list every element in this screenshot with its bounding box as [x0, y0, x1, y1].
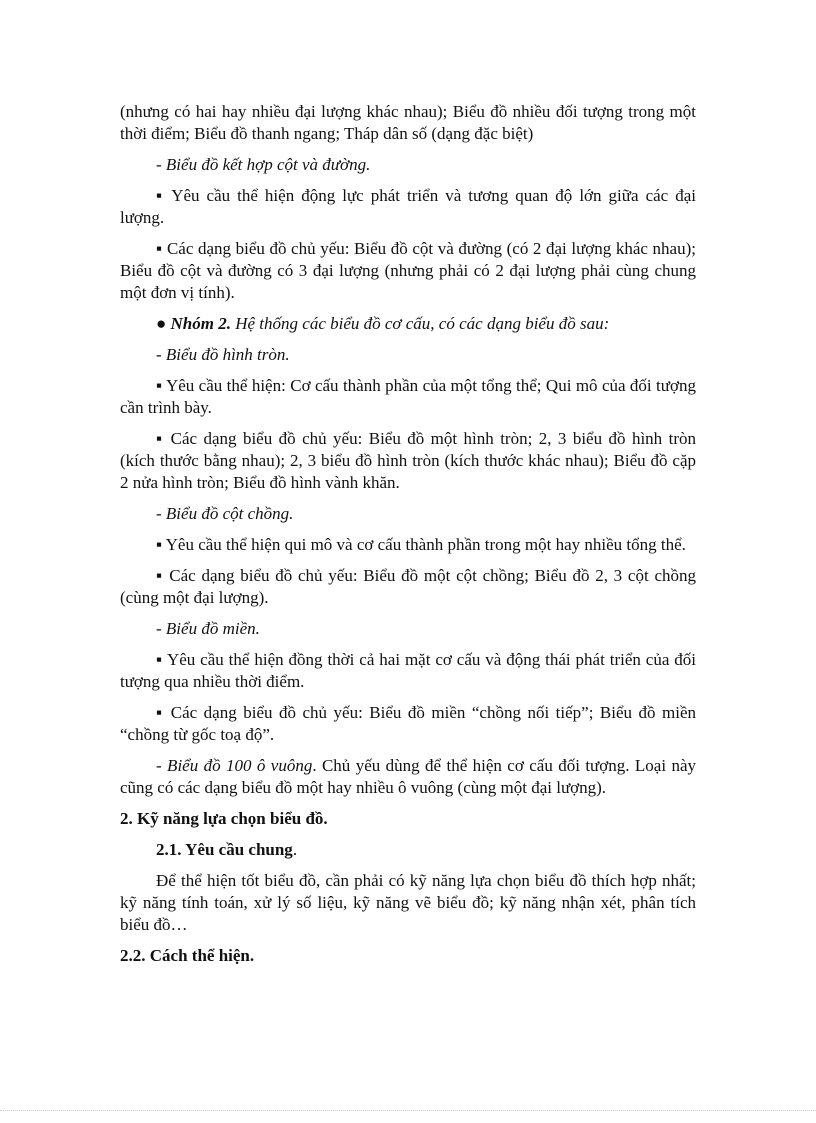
subheading-area-chart: - Biểu đồ miền. [156, 619, 260, 638]
subsection-heading-dot: . [292, 840, 298, 859]
bullet-chart-types: ▪ Các dạng biểu đồ chủ yếu: Biểu đồ miền “chồng nối tiếp”; Biểu đồ miền “chồng từ gốc toạ độ”. [120, 703, 696, 744]
subsection-heading-text: 2.1. Yêu cầu chung [156, 840, 293, 859]
page-bottom-divider [0, 1110, 816, 1111]
paragraph-body: Để thể hiện tốt biểu đồ, cần phải có kỹ năng lựa chọn biểu đồ thích hợp nhất; kỹ năng tính toán, xử lý số liệu, kỹ năng vẽ biểu đồ; kỹ năng nhận xét, phân tích biểu đồ… [120, 871, 696, 934]
subheading-stacked-column: - Biểu đồ cột chồng. [156, 504, 294, 523]
subheading-pie-chart: - Biểu đồ hình tròn. [156, 345, 290, 364]
subheading-combined-chart: - Biểu đồ kết hợp cột và đường. [156, 155, 371, 174]
document-body [120, 101, 696, 967]
square-chart-title: - Biểu đồ 100 ô vuông [156, 756, 313, 775]
subsection-heading: 2.2. Cách thể hiện. [120, 946, 255, 965]
subsection-heading [120, 839, 696, 861]
section-heading: 2. Kỹ năng lựa chọn biểu đồ. [120, 809, 328, 828]
bullet-requirement: ▪ Yêu cầu thể hiện qui mô và cơ cấu thành phần trong một hay nhiều tổng thể. [156, 535, 686, 554]
paragraph-continuation: (nhưng có hai hay nhiều đại lượng khác nhau); Biểu đồ nhiều đối tượng trong một thời điểm; Biểu đồ thanh ngang; Tháp dân số (dạng đặc biệt) [120, 102, 696, 143]
group-2-text: Hệ thống các biểu đồ cơ cấu, có các dạng biểu đồ sau: [230, 314, 610, 333]
group-2-heading [120, 313, 696, 335]
bullet-requirement: ▪ Yêu cầu thể hiện động lực phát triển và tương quan độ lớn giữa các đại lượng. [120, 186, 696, 227]
square-chart-text: . Chủ yếu dùng để thể hiện cơ cấu đối tượng. Loại này cũng có các dạng biểu đồ một hay nhiều ô vuông (cùng một đại lượng). [120, 756, 696, 797]
bullet-chart-types: ▪ Các dạng biểu đồ chủ yếu: Biểu đồ một hình tròn; 2, 3 biểu đồ hình tròn (kích thước bằng nhau); 2, 3 biểu đồ hình tròn (kích thước khác nhau); Biểu đồ cặp 2 nửa hình tròn; Biểu đồ hình vành khăn. [120, 429, 696, 492]
group-2-label: ● Nhóm 2. [156, 314, 231, 333]
bullet-requirement: ▪ Yêu cầu thể hiện: Cơ cấu thành phần của một tổng thể; Qui mô của đối tượng cần trình bày. [120, 376, 696, 417]
bullet-chart-types: ▪ Các dạng biểu đồ chủ yếu: Biểu đồ cột và đường (có 2 đại lượng khác nhau); Biểu đồ cột và đường có 3 đại lượng (nhưng phải có 2 đại lượng phải cùng chung một đơn vị tính). [120, 239, 696, 302]
paragraph-square-chart [120, 755, 696, 799]
bullet-chart-types: ▪ Các dạng biểu đồ chủ yếu: Biểu đồ một cột chồng; Biểu đồ 2, 3 cột chồng (cùng một đại lượng). [120, 566, 696, 607]
bullet-requirement: ▪ Yêu cầu thể hiện đồng thời cả hai mặt cơ cấu và động thái phát triển của đối tượng qua nhiều thời điểm. [120, 650, 696, 691]
